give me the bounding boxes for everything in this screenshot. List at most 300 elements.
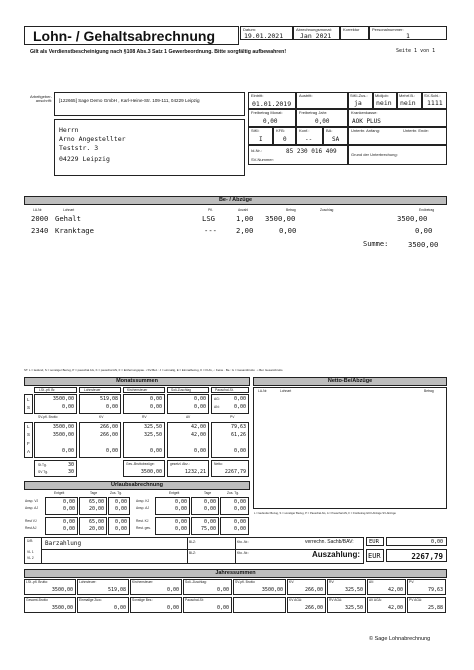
employee-address-box — [54, 119, 245, 176]
monat-soli-s: 0,00 — [193, 404, 206, 410]
bezuege-row — [24, 226, 447, 236]
netto-bezuege-header: Netto-Be/Abzüge — [253, 377, 447, 386]
jahr-cell-label: KV: — [289, 580, 295, 584]
urlaub-rest-ges-label: Rest. ges. — [136, 526, 151, 530]
monatssummen-header: Monatssummen — [24, 377, 250, 386]
auszahlung-currency — [366, 549, 384, 562]
urlaub-r3-entgelt: 0,00 — [62, 519, 75, 525]
abrechnungsmonat-label: Abrechnungsmonat: — [296, 27, 332, 32]
side-s2: S — [27, 432, 31, 437]
sv-av-s: 42,00 — [190, 432, 206, 438]
employee-line2: Arno Angestellter — [59, 135, 126, 143]
urlaub-ansp-vj-label: Ansp. VJ — [25, 499, 39, 503]
jahr-cell — [287, 597, 326, 613]
jahr-cell-value: 519,08 — [107, 587, 126, 593]
col-endbetrag: Endbetrag — [419, 208, 435, 212]
urlaub-l-zus — [108, 497, 130, 515]
freibetrag-monat-label: Freibetrag Monat: — [251, 110, 283, 115]
monat-kirchensteuer-s: 0,00 — [149, 404, 162, 410]
urlaub-r1-zus: 0,00 — [114, 499, 127, 505]
vl1-label: VL 1 — [27, 550, 34, 554]
netto-cell — [211, 460, 249, 477]
monat-h-lohnsteuer-text: Lohnsteuer — [84, 388, 101, 392]
freibetrag-jahr-value: 0,00 — [315, 118, 330, 125]
jahr-cell-value: 0,00 — [166, 605, 179, 611]
ges-abz-cell — [167, 460, 209, 477]
personalnummer-box — [369, 26, 447, 40]
monat-h-lstpfl-text: LSt.-pfl. Br. — [39, 388, 56, 392]
bezuege-col-headers — [24, 206, 447, 214]
monat-lohnsteuer-s: 0,00 — [105, 404, 118, 410]
midijob-value: nein — [376, 99, 392, 107]
netto-col-la: LA-Nr. — [258, 389, 268, 393]
kto-divider — [235, 538, 236, 563]
urlaub-l2-entgelt — [45, 517, 78, 535]
sv-schl-value: 1111 — [427, 99, 443, 107]
jahr-cell-label: PV AGA: — [409, 598, 423, 602]
sv-brutto-cell — [34, 422, 77, 458]
konf-box — [296, 127, 323, 145]
personalnummer-label: Personalnummer: — [372, 27, 404, 32]
datum-label: Datum: — [243, 27, 256, 32]
row-endbetrag: 3500,00 — [397, 214, 428, 223]
jahr-cell — [407, 579, 446, 595]
jahr-cell-label: RV AGA: — [329, 598, 343, 602]
krankenkasse-label: Krankenkasse: — [351, 110, 378, 115]
auszahlung-label: Auszahlung: — [312, 550, 360, 559]
footnote-legend: L = laufender Bezug, S = sonstiger Bezug, P = Pauschal AG, A = Pauschal AN, F = Freibetrag GKV-Abzüge SV-Abzüge — [254, 512, 396, 515]
urlaub-r2-entgelt: 0,00 — [62, 506, 75, 512]
abrechnungsmonat-value: Jan 2021 — [300, 32, 332, 40]
sv-brutto-s: 3500,00 — [52, 432, 74, 438]
sv-pv-cell — [211, 422, 249, 458]
grund-label: Grund der Unterbrechung: — [351, 152, 398, 157]
urlaub-r4-zus: 0,00 — [114, 526, 127, 532]
urlaub-l-entgelt — [45, 497, 78, 515]
col-betrag: Betrag — [286, 208, 296, 212]
netto-value: 2267,79 — [224, 469, 246, 475]
bezuege-row — [24, 214, 447, 224]
jahr-cell — [183, 579, 232, 595]
auszahlung-value: 2267,79 — [411, 552, 443, 561]
jahr-cell — [287, 579, 326, 595]
row-la-nr: 2340 — [31, 226, 49, 235]
monat-lohnsteuer-l: 519,08 — [99, 396, 118, 402]
auszahlung-currency-text: EUR — [368, 552, 381, 560]
urlaub-rr3-entgelt: 0,00 — [174, 519, 187, 525]
urlaub-h-zus: Zus. Tg. — [110, 491, 123, 495]
vl2-label: VL 2 — [27, 556, 34, 560]
row-betrag: 3500,00 — [265, 214, 296, 223]
row-anzahl: 1,00 — [236, 214, 254, 223]
urlaub-rest-aj-label: Rest AJ — [25, 526, 37, 530]
sv-pv-l: 79,63 — [230, 424, 246, 430]
urlaub-rr2-entgelt: 0,00 — [174, 506, 187, 512]
urlaub-r4-tage: 20,00 — [88, 526, 104, 532]
bezuege-header: Be- / Abzüge — [24, 196, 447, 205]
side-l: L — [27, 397, 30, 402]
urlaub-ansp-aj-label: Ansp. AJ — [25, 506, 39, 510]
krankenkasse-box — [348, 109, 447, 127]
jahr-cell — [130, 597, 182, 613]
row-anzahl: 2,00 — [236, 226, 254, 235]
monat-soli-l: 0,00 — [193, 396, 206, 402]
employer-box — [54, 92, 245, 116]
urlaub-h-tage: Tage — [90, 491, 98, 495]
urlaub-l2-zus — [108, 517, 130, 535]
mehrfb-value: nein — [400, 99, 416, 107]
ges-brutto-cell — [123, 460, 165, 477]
urlaub-rr1-zus: 0,00 — [233, 499, 246, 505]
summe-label: Summe: — [363, 240, 389, 248]
sv-h-pv: PV — [230, 415, 235, 419]
row-betrag: 0,00 — [279, 226, 297, 235]
sv-schl-box — [422, 92, 447, 109]
jahr-cell-value: 3500,00 — [51, 587, 73, 593]
col-zuschlag: Zuschlag — [320, 208, 334, 212]
netto-col-lohnart: Lohnart — [280, 389, 292, 393]
jahr-cell-value: 325,50 — [344, 605, 363, 611]
jahr-cell — [24, 579, 76, 595]
urlaub-r3-zus: 0,00 — [114, 519, 127, 525]
freibetrag-jahr-label: Freibetrag Jahr: — [299, 110, 328, 115]
jahr-cell — [367, 597, 406, 613]
ub-label: Ü/B — [27, 539, 33, 543]
side-l2: L — [27, 424, 30, 429]
monat-lstpfl-s: 0,00 — [61, 404, 74, 410]
sv-rv-s: 325,50 — [143, 432, 162, 438]
jahr-cell-label: KV AGA: — [289, 598, 303, 602]
konf-label: Konf.: — [299, 128, 310, 133]
sv-rv-cell — [123, 422, 165, 458]
footer-copyright: © Sage Lohnabrechnung — [369, 636, 431, 642]
urlaub-rr4-entgelt: 0,00 — [174, 526, 187, 532]
urlaub-rest-kj-label: Rest. KJ — [136, 519, 149, 523]
st-tg-label: St.Tg. — [38, 463, 47, 467]
kfb-label: KFB: — [276, 128, 285, 133]
korrektur-box — [340, 26, 369, 40]
urlaub-r2-tage — [191, 517, 219, 535]
urlaub-rh-entgelt: Entgelt — [169, 491, 180, 495]
ges-abz-label: gesetzl. Abz.: — [170, 462, 190, 466]
urlaub-rr2-zus: 0,00 — [233, 506, 246, 512]
id-sv-box — [248, 145, 348, 165]
freibetrag-monat-box — [248, 109, 296, 127]
row-pfl: --- — [204, 226, 217, 235]
urlaub-r1-tage: 65,00 — [88, 499, 104, 505]
blz-divider — [187, 538, 188, 563]
datum-value: 19.01.2021 — [244, 32, 284, 40]
sv-kv-s: 266,00 — [99, 432, 118, 438]
ba-label: BA: — [326, 128, 333, 133]
midijob-label: Midijob: — [375, 93, 389, 98]
jahr-cell-label: Gesamt-Brutto: — [26, 598, 49, 602]
ges-brutto-value: 3500,00 — [140, 469, 162, 475]
side-f: F — [27, 441, 30, 446]
arbeitgeber-label — [24, 95, 52, 103]
mehrfb-label: Mehrf.B.: — [399, 93, 416, 98]
urlaub-rr3-zus: 0,00 — [233, 519, 246, 525]
stkl-label: StKl: — [251, 128, 260, 133]
sv-av-cell — [167, 422, 209, 458]
krankenkasse-value: AOK PLUS — [352, 118, 381, 125]
jahr-cell-label: Soli.-Zuschlag: — [185, 580, 207, 584]
jahr-cell — [233, 579, 286, 595]
personalnummer-value: 1 — [406, 32, 410, 40]
row-la-nr: 2000 — [31, 214, 49, 223]
monat-h-pauschal — [211, 387, 249, 393]
jahr-cell-label: Sonstige Bez.: — [132, 598, 154, 602]
ba-box — [323, 127, 348, 145]
sv-kv-f: 0,00 — [105, 448, 118, 454]
urlaub-r2-zus — [220, 517, 249, 535]
monat-soli-cell — [167, 394, 209, 414]
st-tg-value: 30 — [67, 462, 74, 468]
sv-h-brutto: SV-pfl. Brutto — [38, 415, 58, 419]
jahr-cell-value: 0,00 — [113, 605, 126, 611]
monat-side-ls — [24, 394, 33, 414]
eintritt-box — [248, 92, 296, 109]
footnote-steuer: ST: L = laufend, S = sonstiger Bezug, P = pauschal AG, K = pauschal AN, F = Entfernungspau. • SV-Bez.: J = einmalig, E = Einmalbezug, K = KUG, -: Keine · Be.: G = Gesamtbrutto · • Bei: Gesamtbrutto — [24, 368, 283, 372]
unterbrechung-box — [348, 127, 447, 145]
urlaub-r1-entgelt: 0,00 — [62, 499, 75, 505]
pauschal-an-label: AN: — [214, 405, 220, 409]
payment-divider — [41, 538, 42, 563]
page-number: Seite 1 von 1 — [396, 48, 436, 54]
verrechn-currency — [366, 537, 384, 546]
auszahlung-value-box — [386, 549, 447, 562]
title-box — [24, 26, 239, 45]
document-title: Lohn- / Gehaltsabrechnung — [33, 28, 216, 44]
jahr-cell-label: SV-pfl. Brutto: — [235, 580, 256, 584]
sv-h-rv: RV — [142, 415, 147, 419]
abrechnungsmonat-box — [293, 26, 340, 40]
pauschal-ag-label: AG: — [214, 397, 220, 401]
jahr-cell-value: 79,63 — [427, 587, 443, 593]
urlaub-rr1-tage: 0,00 — [203, 499, 216, 505]
col-lohnart: Lohnart — [63, 208, 75, 212]
sv-tg-value: 30 — [67, 469, 74, 475]
netto-bezuege-table — [253, 387, 447, 509]
jahr-cell-value: 0,00 — [216, 587, 229, 593]
jahr-cell-label: Kirchensteuer: — [132, 580, 154, 584]
jahr-cell-value: 42,00 — [387, 605, 403, 611]
sv-schl-label: SV-Schl.: — [424, 93, 441, 98]
jahr-cell-label: RV: — [329, 580, 335, 584]
tage-cell — [34, 460, 77, 477]
freibetrag-jahr-box — [296, 109, 348, 127]
urlaub-ansp-kj-label: Ansp. KJ — [136, 499, 150, 503]
austritt-box — [296, 92, 348, 109]
stkl-zus-box — [348, 92, 373, 109]
idnr-value: 85 230 016 409 — [286, 148, 337, 155]
urlaub-r3-tage: 65,00 — [88, 519, 104, 525]
unterbr-ende-label: Unterbr. Ende: — [403, 128, 429, 133]
sv-brutto-l: 3500,00 — [52, 424, 74, 430]
jahr-cell-label: Lohnsteuer: — [79, 580, 97, 584]
jahr-cell — [367, 579, 406, 595]
col-pfl: Pfl. — [208, 208, 213, 212]
verrechn-currency-text: EUR — [369, 539, 379, 545]
jahr-cell-label: Pauschal-St: — [185, 598, 204, 602]
urlaub-l-tage — [79, 497, 107, 515]
monat-col-headers — [24, 387, 250, 393]
jahr-cell-label: AV AGA: — [369, 598, 382, 602]
kfb-box — [273, 127, 296, 145]
netto-col-betrag: Betrag — [424, 389, 434, 393]
urlaub-rh-tage: Tage — [204, 491, 212, 495]
employee-line3: Teststr. 3 — [59, 144, 99, 152]
jahr-cell-label: Einmalige Zuw.: — [79, 598, 103, 602]
mehrfb-box — [397, 92, 422, 109]
urlaub-r-entgelt — [155, 497, 190, 515]
urlaub-ansp-aj2-label: Ansp. AJ — [136, 506, 150, 510]
row-pfl: LSG — [202, 214, 215, 223]
jahr-cell-value: 3500,00 — [51, 605, 73, 611]
sv-brutto-f: 0,00 — [61, 448, 74, 454]
sv-h-av: AV — [186, 415, 191, 419]
monat-h-pauschal-text: Pauschal-St. — [215, 388, 234, 392]
urlaub-l2-tage — [79, 517, 107, 535]
konf-value: -- — [305, 136, 313, 143]
blz-label-2: BLZ: — [189, 551, 196, 555]
arbeitgeber-label-text: Arbeitgeber-anschrift: — [29, 94, 52, 103]
jahr-cell-label: AV: — [369, 580, 374, 584]
jahr-cell — [407, 597, 446, 613]
jahr-cell-label: LSt.-pfl. Brutto: — [26, 580, 48, 584]
jahr-cell — [233, 597, 286, 613]
jahr-cell — [183, 597, 232, 613]
urlaub-rr4-tage: 75,00 — [200, 526, 216, 532]
verrechn-value: 0,00 — [430, 539, 443, 545]
jahr-cell — [77, 579, 129, 595]
sv-pv-s: 61,26 — [230, 432, 246, 438]
netto-label: Netto: — [214, 462, 223, 466]
monat-pauschal-an: 0,00 — [233, 404, 246, 410]
jahr-cell — [77, 597, 129, 613]
idnr-label: Id-Nr.: — [251, 148, 262, 153]
urlaub-rr2-tage: 0,00 — [203, 506, 216, 512]
freibetrag-monat-value: 0,00 — [263, 118, 278, 125]
ba-value: SA — [332, 136, 340, 143]
side-s: S — [27, 405, 31, 410]
sv-kv-l: 266,00 — [99, 424, 118, 430]
urlaub-r2-tage: 20,00 — [88, 506, 104, 512]
jahr-cell-value: 25,88 — [427, 605, 443, 611]
urlaub-header: Urlaubsabrechnung — [24, 481, 250, 490]
monat-lohnsteuer-cell — [79, 394, 121, 414]
unterbr-anfang-label: Unterbr. Anfang: — [351, 128, 380, 133]
jahr-grid — [24, 579, 447, 615]
sv-rv-f: 0,00 — [149, 448, 162, 454]
monat-h-kirchensteuer — [123, 387, 165, 393]
austritt-label: Austritt: — [299, 93, 313, 98]
row-endbetrag: 0,00 — [415, 226, 433, 235]
verrechn-value-box — [386, 537, 447, 546]
jahr-cell-value: 266,00 — [304, 605, 323, 611]
stkl-box — [248, 127, 273, 145]
payment-method: Barzahlung — [45, 540, 82, 547]
employee-line1: Herrn — [59, 126, 79, 134]
datum-box — [240, 26, 293, 40]
jahr-cell-value: 0,00 — [216, 605, 229, 611]
urlaub-rh-zus: Zus. Tg. — [227, 491, 240, 495]
monat-h-soli — [167, 387, 209, 393]
sv-tg-label: SV Tg. — [38, 470, 49, 474]
verrechn-label: verrechn. Sachb/BAV: — [305, 539, 354, 545]
jahr-cell-value: 325,50 — [344, 587, 363, 593]
urlaub-rr1-entgelt: 0,00 — [174, 499, 187, 505]
monat-pauschal-ag: 0,00 — [233, 396, 246, 402]
kfb-value: 0 — [283, 136, 287, 143]
stkl-value: I — [259, 136, 263, 143]
eintritt-label: Eintritt: — [251, 93, 264, 98]
sv-pv-f: 0,00 — [233, 448, 246, 454]
monat-h-lstpfl — [34, 387, 77, 393]
stkl-zus-value: ja — [354, 99, 362, 107]
summe-value: 3500,00 — [408, 240, 439, 249]
side-a: A — [27, 449, 31, 454]
col-anzahl: Anzahl — [238, 208, 249, 212]
urlaub-r2-zus: 0,00 — [114, 506, 127, 512]
sv-h-kv: KV — [99, 415, 104, 419]
grund-box — [348, 145, 447, 165]
urlaub-r-tage — [191, 497, 219, 515]
urlaub-r2-entgelt — [155, 517, 190, 535]
jahr-cell — [327, 579, 366, 595]
sv-rv-l: 325,50 — [143, 424, 162, 430]
jahr-cell — [130, 579, 182, 595]
employee-line4: 04229 Leipzig — [59, 155, 110, 163]
monat-lstpfl-l: 3500,00 — [52, 396, 74, 402]
monat-pauschal-cell — [211, 394, 249, 414]
urlaub-rr4-zus: 0,00 — [233, 526, 246, 532]
midijob-box — [373, 92, 397, 109]
jahr-cell-value: 0,00 — [166, 587, 179, 593]
kto-label: Kto.-Nr.: — [237, 540, 250, 544]
jahr-cell-value: 42,00 — [387, 587, 403, 593]
monat-h-lohnsteuer — [79, 387, 121, 393]
sv-av-l: 42,00 — [190, 424, 206, 430]
monat-kirchensteuer-l: 0,00 — [149, 396, 162, 402]
urlaub-h-entgelt: Entgelt — [54, 491, 65, 495]
jahr-cell-value: 3500,00 — [261, 587, 283, 593]
ges-brutto-label: Ges.-Bruttobezüge: — [126, 462, 155, 466]
ges-abz-value: 1232,21 — [184, 469, 206, 475]
blz-label: BLZ: — [189, 540, 196, 544]
monat-kirchensteuer-cell — [123, 394, 165, 414]
monat-h-kirchensteuer-text: Kirchensteuer — [127, 388, 148, 392]
jahr-cell-label: PV: — [409, 580, 415, 584]
jahressummen-header: Jahressummen — [24, 569, 447, 578]
sv-av-f: 0,00 — [193, 448, 206, 454]
urlaub-r-zus — [220, 497, 249, 515]
kto-label-2: Kto.-Nr.: — [237, 551, 250, 555]
eintritt-value: 01.01.2019 — [252, 100, 292, 108]
monat-sv-headers — [24, 415, 250, 421]
monat-lstpfl-cell — [34, 394, 77, 414]
row-lohnart: Gehalt — [55, 214, 81, 223]
col-la-nr: LA-Nr. — [33, 208, 43, 212]
sv-kv-cell — [79, 422, 121, 458]
row-lohnart: Kranktage — [55, 226, 94, 235]
svnr-label: SV-Nummer: — [251, 157, 274, 162]
stkl-zus-label: StKl-Zus.: — [350, 93, 368, 98]
employer-address: [122665] Sage Demo GmbH , Karl-Heine-Str. 109-111, 04229 Leipzig — [59, 98, 200, 103]
jahr-cell — [327, 597, 366, 613]
urlaub-r4-entgelt: 0,00 — [62, 526, 75, 532]
urlaub-rr3-tage: 0,00 — [203, 519, 216, 525]
